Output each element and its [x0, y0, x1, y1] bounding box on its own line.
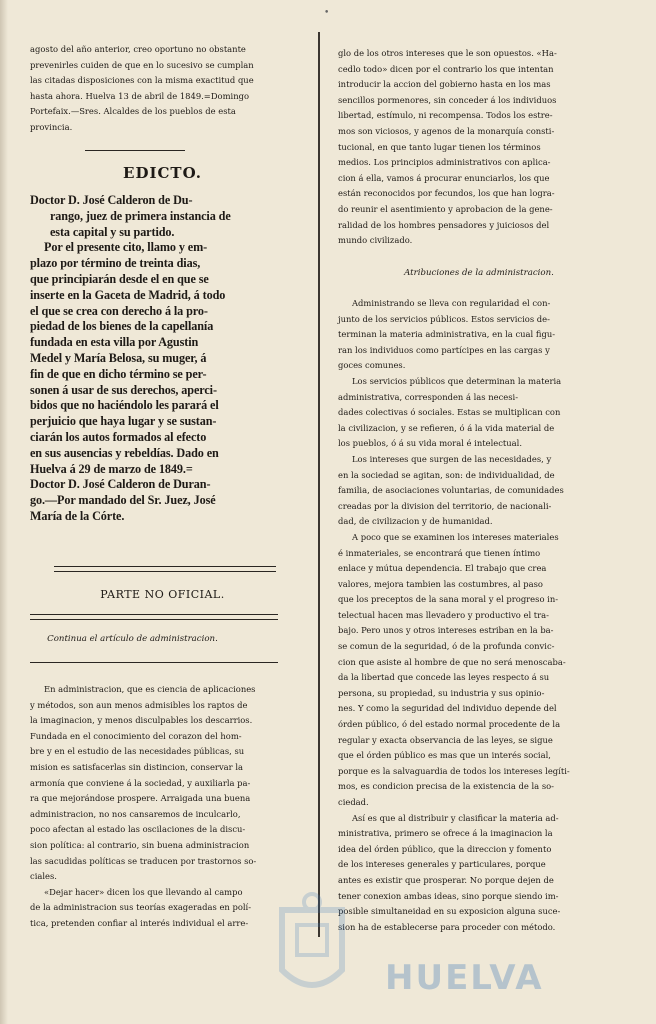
- text-line: están reconocidos por fecundos, los que han logra-: [338, 188, 555, 199]
- text-line: las citadas disposiciones con la misma exactitud que: [30, 75, 254, 86]
- text-line: que el órden público es mas que un interés social,: [338, 750, 551, 761]
- edicto-line: inserte en la Gaceta de Madrid, á todo: [30, 287, 226, 302]
- text-line: Los servicios públicos que determinan la materia: [352, 375, 562, 386]
- text-line: administracion, no nos cansaremos de inculcarlo,: [30, 808, 241, 819]
- edicto-line: Doctor D. José Calderon de Duran-: [30, 477, 211, 492]
- text-line: órden público, ó del estado normal procedente de la: [338, 719, 561, 730]
- notice-end: [30, 42, 295, 136]
- parte-no-oficial-heading: PARTE NO OFICIAL.: [100, 588, 225, 601]
- text-line: prevenirles cuiden de que en lo sucesivo se cumplan: [30, 59, 254, 70]
- divider: [30, 662, 278, 663]
- edicto-line: el que se crea con derecho á la pro-: [30, 303, 208, 318]
- column-divider: [318, 32, 320, 937]
- edicto-line: bidos que no haciéndolo les parará el: [30, 398, 219, 413]
- text-line: y métodos, son aun menos admisibles los raptos de: [30, 699, 248, 710]
- text-line: cion á ella, vamos á procurar enunciarlos, los que: [338, 172, 550, 183]
- edicto-body: [30, 193, 295, 525]
- text-line: mos son viciosos, y agenos de la monarquía consti-: [338, 125, 555, 136]
- text-line: Así es que al distribuir y clasificar la materia ad-: [352, 812, 559, 823]
- edicto-line: que principiarán desde el en que se: [30, 271, 209, 286]
- text-line: tener conexion ambas ideas, sino porque siendo im-: [338, 890, 559, 901]
- text-line: tica, pretenden confiar al interés individual el arre-: [30, 917, 249, 928]
- text-line: glo de los otros intereses que le son opuestos. «Ha-: [338, 48, 557, 58]
- edicto-line: Huelva á 29 de marzo de 1849.=: [30, 461, 193, 476]
- page-edge-shadow: [0, 0, 8, 1024]
- text-line: junto de los servicios públicos. Estos servicios de-: [338, 313, 550, 324]
- edicto-line: fin de que en dicho término se per-: [30, 366, 207, 381]
- text-line: ciedad.: [338, 797, 369, 807]
- text-line: valores, mejora tambien las costumbres, al paso: [338, 578, 543, 589]
- text-line: idea del órden público, que la direccion y fomento: [338, 843, 552, 854]
- double-divider: [30, 614, 278, 620]
- text-line: ministrativa, primero se ofrece á la imaginacion la: [338, 828, 553, 839]
- continua-heading: Continua el artículo de administracion.: [47, 634, 218, 644]
- atribuciones-heading: Atribuciones de la administracion.: [404, 268, 554, 278]
- text-line: mundo civilizado.: [338, 235, 413, 246]
- article-body: [30, 682, 295, 932]
- text-line: se comun de la seguridad, ó de la profunda convic-: [338, 641, 555, 652]
- text-line: creadas por la division del territorio, de nacionali-: [338, 500, 552, 511]
- text-line: introducir la accion del gobierno hasta en los mas: [338, 79, 551, 90]
- text-line: antes es existir que prosperar. No porque dejen de: [338, 874, 554, 885]
- text-line: dades colectivas ó sociales. Estas se multiplican con: [338, 407, 561, 418]
- text-line: ralidad de los hombres pensadores y juiciosos del: [338, 219, 550, 230]
- text-line: de la administracion sus teorías exageradas en polí-: [30, 902, 252, 913]
- text-line: mision es satisfacerlas sin distincion, conservar la: [30, 761, 244, 772]
- edicto-line: plazo por término de treinta dias,: [30, 256, 201, 271]
- text-line: los pueblos, ó á su vida moral é intelectual.: [338, 438, 522, 449]
- text-line: poco afectan al estado las oscilaciones de la discu-: [30, 824, 246, 835]
- text-line: sion ha de establecerse para proceder con método.: [338, 921, 556, 932]
- text-line: en la sociedad se agitan, son: de individualidad, de: [338, 469, 555, 480]
- edicto-line: ciarán los autos formados al efecto: [30, 429, 207, 444]
- edicto-line: Por el presente cito, llamo y em-: [44, 240, 208, 255]
- text-line: «Dejar hacer» dicen los que llevando al campo: [44, 886, 243, 897]
- text-line: bajo. Pero unos y otros intereses estriban en la ba-: [338, 625, 554, 636]
- edicto-line: sonen á usar de sus derechos, aperci-: [30, 382, 217, 397]
- paragraph-1: [338, 46, 620, 249]
- text-line: cedlo todo» dicen por el contrario los que intentan: [338, 63, 554, 74]
- article-right-body: [338, 296, 620, 935]
- text-line: enlace y mútua dependencia. El trabajo que crea: [338, 563, 547, 574]
- edicto-line: rango, juez de primera instancia de: [50, 208, 231, 223]
- text-line: Los intereses que surgen de las necesidades, y: [352, 453, 552, 464]
- text-line: sion política: al contrario, sin buena administracion: [30, 839, 250, 850]
- edicto-line: fundada en esta villa por Agustin: [30, 335, 199, 350]
- text-line: terminan la materia administrativa, en la cual figu-: [338, 329, 556, 340]
- text-line: hasta ahora. Huelva 13 de abril de 1849.=Domingo: [30, 90, 249, 101]
- text-line: las sacudidas políticas se traducen por trastornos so-: [30, 855, 257, 866]
- short-divider: [85, 150, 185, 151]
- text-line: regular y exacta observancia de las leyes, se sigue: [338, 734, 553, 745]
- text-line: é inmateriales, se encontrará que tienen íntimo: [338, 547, 541, 558]
- edicto-line: esta capital y su partido.: [50, 224, 175, 239]
- edicto-line: Medel y María Belosa, su muger, á: [30, 350, 207, 365]
- text-line: ra que mejorándose prospere. Arraigada una buena: [30, 793, 251, 804]
- text-line: Portefaix.—Sres. Alcaldes de los pueblos de esta: [30, 106, 236, 117]
- text-line: que los preceptos de la sana moral y el progreso in-: [338, 594, 559, 605]
- text-line: persona, su propiedad, su industria y sus opinio-: [338, 687, 545, 698]
- text-line: libertad, estímulo, ni recompensa. Todos los estre-: [338, 110, 553, 121]
- edicto-line: María de la Córte.: [30, 508, 125, 523]
- text-line: familia, de asociaciones voluntarias, de comunidades: [338, 485, 564, 496]
- text-line: A poco que se examinen los intereses materiales: [352, 531, 559, 542]
- text-line: posible simultaneidad en su exposicion alguna suce-: [338, 906, 561, 917]
- text-line: Administrando se lleva con regularidad el con-: [352, 298, 551, 308]
- text-line: da la libertad que concede las leyes respecto á su: [338, 672, 550, 683]
- text-line: administrativa, corresponden á las necesi-: [338, 391, 519, 402]
- watermark-text: HUELVA: [385, 958, 544, 998]
- text-line: dad, de civilizacion y de humanidad.: [338, 516, 493, 527]
- text-line: porque es la salvaguardia de todos los intereses legíti-: [338, 765, 570, 776]
- text-line: Fundada en el conocimiento del corazon del hom-: [30, 730, 242, 741]
- double-divider: [54, 566, 276, 572]
- edicto-line: en sus ausencias y rebeldías. Dado en: [30, 445, 219, 460]
- text-line: ran los individuos como partícipes en las cargas y: [338, 344, 550, 355]
- text-line: cion que asiste al hombre de que no será menoscaba-: [338, 656, 566, 667]
- text-line: ciales.: [30, 871, 57, 882]
- text-line: bre y en el estudio de las necesidades públicas, su: [30, 746, 245, 757]
- text-line: tucional, en que tanto lugar tienen los términos: [338, 141, 541, 152]
- edicto-line: go.—Por mandado del Sr. Juez, José: [30, 493, 216, 508]
- text-line: En administracion, que es ciencia de aplicaciones: [44, 684, 256, 694]
- page-mark: •: [324, 8, 330, 18]
- edicto-title: EDICTO.: [123, 164, 202, 182]
- text-line: provincia.: [30, 121, 73, 132]
- edicto-line: perjuicio que haya lugar y se sustan-: [30, 414, 217, 429]
- text-line: la civilizacion, y se refieren, ó á la vida material de: [338, 422, 555, 433]
- edicto-line: piedad de los bienes de la capellanía: [30, 319, 214, 334]
- text-line: armonía que conviene á la sociedad, y auxiliarla pa-: [30, 777, 251, 788]
- text-line: mos, es condicion precisa de la existencia de la so-: [338, 781, 554, 792]
- edicto-line: Doctor D. José Calderon de Du-: [30, 193, 193, 207]
- text-line: agosto del año anterior, creo oportuno no obstante: [30, 44, 246, 54]
- text-line: do reunir el asentimiento y aprobacion de la gene-: [338, 203, 553, 214]
- text-line: de los intereses generales y particulares, porque: [338, 859, 546, 870]
- text-line: telectual hacen mas llevadero y productivo el tra-: [338, 609, 550, 620]
- text-line: la imaginacion, y menos disculpables los descarrios.: [30, 715, 253, 726]
- text-line: goces comunes.: [338, 360, 406, 371]
- text-line: nes. Y como la seguridad del individuo depende del: [338, 703, 557, 714]
- text-line: medios. Los principios administrativos con aplica-: [338, 157, 551, 168]
- text-line: sencillos pormenores, sin conceder á los individuos: [338, 94, 557, 105]
